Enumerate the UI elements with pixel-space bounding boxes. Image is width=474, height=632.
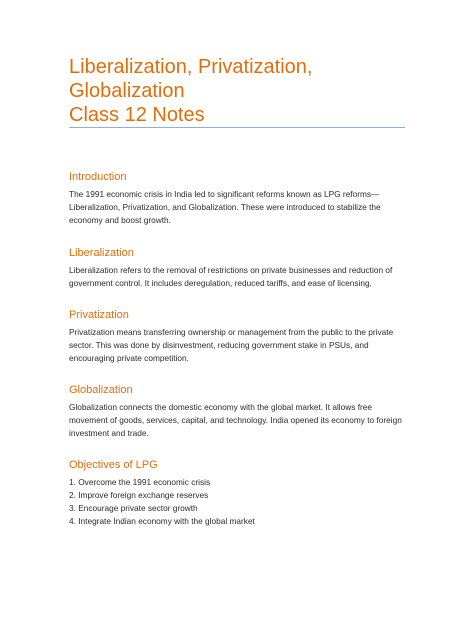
section-liberalization — [69, 246, 405, 290]
title-line-1: Liberalization, Privatization, — [69, 56, 313, 78]
section-privatization — [69, 308, 405, 365]
list-item: 4. Integrate Indian economy with the global market — [69, 516, 255, 526]
section-body: Liberalization refers to the removal of restrictions on private businesses and reduction of government control. It includes deregulation, reduced tariffs, and ease of licensing. — [69, 265, 393, 288]
title-line-3: Class 12 Notes — [69, 104, 205, 126]
section-heading: Liberalization — [69, 247, 134, 259]
section-body: Globalization connects the domestic economy with the global market. It allows free movement of goods, services, capital, and technology. India opened its economy to foreign investment and trade. — [69, 402, 402, 438]
objectives-list — [69, 476, 405, 528]
list-item: 1. Overcome the 1991 economic crisis — [69, 477, 211, 487]
section-introduction — [69, 170, 405, 227]
section-objectives — [69, 458, 405, 528]
title-divider — [69, 127, 405, 128]
title-line-2: Globalization — [69, 80, 185, 102]
list-item: 2. Improve foreign exchange reserves — [69, 490, 209, 500]
section-body: Privatization means transferring ownership or management from the public to the private sector. This was done by disinvestment, reducing government stake in PSUs, and encouraging private competition. — [69, 327, 394, 363]
section-globalization — [69, 383, 405, 440]
document-title — [69, 55, 409, 127]
section-heading: Globalization — [69, 384, 133, 396]
section-heading: Privatization — [69, 309, 129, 321]
section-heading: Objectives of LPG — [69, 459, 158, 471]
section-heading: Introduction — [69, 171, 127, 183]
list-item: 3. Encourage private sector growth — [69, 503, 198, 513]
section-body: The 1991 economic crisis in India led to significant reforms known as LPG reforms—Liberalization, Privatization, and Globalization. These were introduced to stabilize the economy and boost growth. — [69, 189, 381, 225]
